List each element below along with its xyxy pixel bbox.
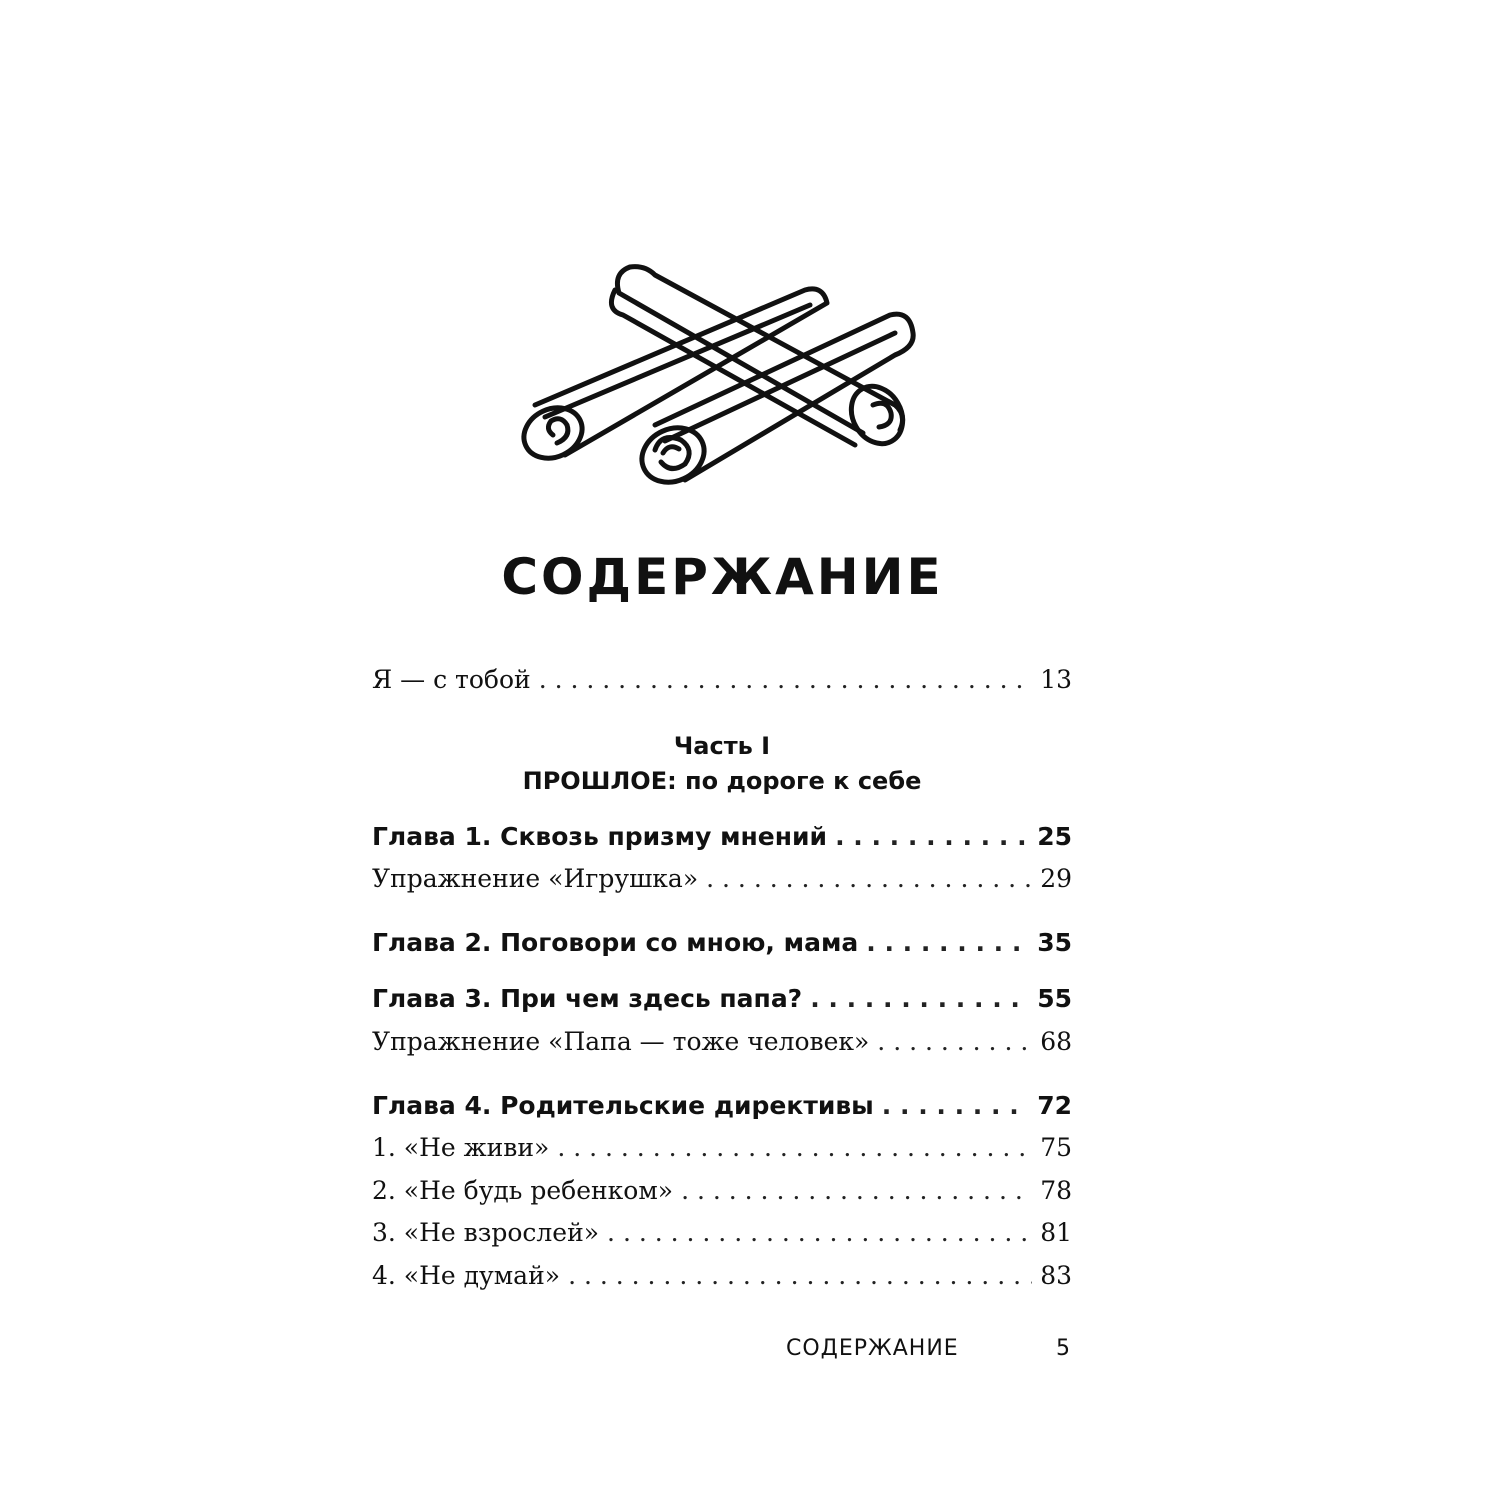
- toc-entry-page: 13: [1040, 665, 1072, 694]
- toc-leader: [706, 864, 1032, 893]
- page-title: СОДЕРЖАНИЕ: [501, 548, 944, 606]
- toc-entry-page: 81: [1040, 1218, 1072, 1247]
- toc-entry-label: Глава 2. Поговори со мною, мама: [372, 928, 859, 957]
- toc-entry-page: 72: [1037, 1091, 1072, 1120]
- toc-entry-intro[interactable]: [372, 665, 1072, 701]
- toc-entry-label: Упражнение «Папа — тоже человек»: [372, 1027, 870, 1056]
- toc-entry-exercise-papa[interactable]: [372, 1027, 1072, 1063]
- toc-entry-label: 4. «Не думай»: [372, 1261, 561, 1290]
- part-number: Часть I: [673, 732, 771, 760]
- toc-leader: [607, 1218, 1032, 1247]
- toc-entry-exercise-toy[interactable]: [372, 864, 1072, 900]
- toc-entry-page: 78: [1040, 1176, 1072, 1205]
- toc-leader: [557, 1133, 1032, 1162]
- toc-entry-label: 3. «Не взрослей»: [372, 1218, 600, 1247]
- toc-leader: [866, 928, 1029, 957]
- toc-entry-label: 1. «Не живи»: [372, 1133, 550, 1162]
- toc-entry-page: 83: [1040, 1261, 1072, 1290]
- part-title: ПРОШЛОЕ: по дороге к себе: [522, 767, 922, 795]
- toc-entry-label: Глава 1. Сквозь призму мнений: [372, 822, 828, 851]
- toc-entry-directive-4[interactable]: [372, 1261, 1072, 1297]
- toc-entry-chapter-1[interactable]: [372, 822, 1072, 858]
- toc-entry-directive-3[interactable]: [372, 1218, 1072, 1254]
- page-number: 5: [1056, 1336, 1070, 1361]
- toc-entry-page: 25: [1037, 822, 1072, 851]
- toc-leader: [835, 822, 1029, 851]
- toc-leader: [810, 984, 1029, 1013]
- toc-entry-label: Я — с тобой: [372, 665, 531, 694]
- toc-leader: [877, 1027, 1032, 1056]
- toc-entry-page: 55: [1037, 984, 1072, 1013]
- toc-leader: [539, 665, 1033, 694]
- toc-entry-page: 35: [1037, 928, 1072, 957]
- toc-entry-directive-1[interactable]: [372, 1133, 1072, 1169]
- toc-entry-label: Упражнение «Игрушка»: [372, 864, 699, 893]
- toc-entry-label: Глава 3. При чем здесь папа?: [372, 984, 803, 1013]
- toc-entry-page: 68: [1040, 1027, 1072, 1056]
- toc-entry-chapter-4[interactable]: [372, 1091, 1072, 1127]
- toc-entry-directive-2[interactable]: [372, 1176, 1072, 1212]
- toc-leader: [681, 1176, 1032, 1205]
- toc-entry-label: Глава 4. Родительские директивы: [372, 1091, 874, 1120]
- toc-entry-page: 29: [1040, 864, 1072, 893]
- toc-entry-page: 75: [1040, 1133, 1072, 1162]
- toc-entry-label: 2. «Не будь ребенком»: [372, 1176, 674, 1205]
- cinnamon-sticks-icon: [505, 255, 925, 495]
- toc-entry-chapter-2[interactable]: [372, 928, 1072, 964]
- running-footer-title: СОДЕРЖАНИЕ: [786, 1336, 959, 1361]
- toc-leader: [568, 1261, 1032, 1290]
- toc-leader: [882, 1091, 1029, 1120]
- toc-entry-chapter-3[interactable]: [372, 984, 1072, 1020]
